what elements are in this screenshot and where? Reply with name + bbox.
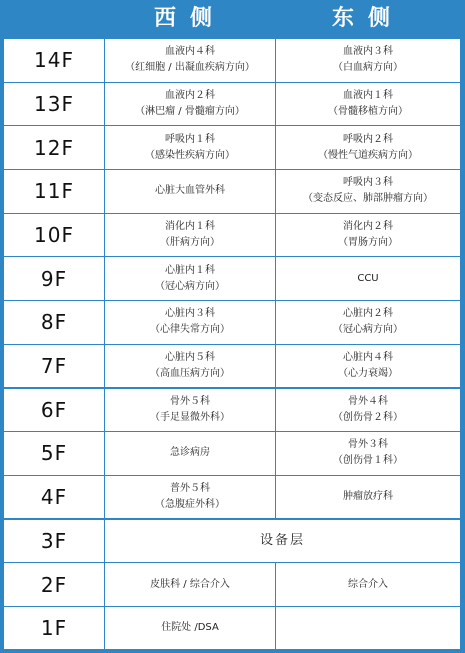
department-subtitle: （创伤骨１科） [333,455,403,467]
west-department [105,214,275,257]
department-name: 普外５科 [170,483,210,495]
floor-row [4,563,460,606]
west-department [105,83,275,126]
east-department [276,476,460,519]
floor-label: 5F [4,432,104,475]
west-department [105,345,275,388]
department-name: 呼吸内１科 [165,133,215,145]
department-subtitle: （感染性疾病方向） [145,149,235,161]
department-name: 血液内２科 [165,89,215,101]
east-department [276,607,460,650]
east-department [276,83,460,126]
department-name: 心脏内５科 [165,352,215,364]
department-name: 住院处 /DSA [161,622,219,634]
floor-label: 8F [4,301,104,344]
floor-row [4,607,460,650]
department-subtitle: （创伤骨２科） [333,411,403,423]
west-department [105,126,275,169]
east-department [276,432,460,475]
directory-header [0,0,465,37]
department-subtitle: （冠心病方向） [333,324,403,336]
department-name: 消化内２科 [343,221,393,232]
department-name: 血液内３科 [343,46,393,58]
west-department [105,170,275,213]
west-department [105,476,275,519]
floor-row [4,520,460,563]
department-subtitle: （骨髓移植方向） [328,105,408,117]
department-subtitle: （胃肠方向） [338,237,398,248]
east-department [276,563,460,606]
east-department [276,301,460,344]
east-department [276,345,460,388]
floor-label: 7F [4,345,104,388]
floor-row [4,389,460,432]
department-subtitle: （心律失常方向） [150,324,230,336]
department-subtitle: （急腹症外科） [155,499,225,511]
department-name: 血液内４科 [165,46,215,58]
department-name: 消化内１科 [165,221,215,232]
floor-grid [4,39,460,651]
floor-label: 9F [4,257,104,300]
floor-label: 13F [4,83,104,126]
department-name: 心脏内３科 [165,308,215,320]
east-department [276,170,460,213]
department-name: 骨外５科 [170,395,210,407]
department-subtitle: （红细胞 / 出凝血疾病方向） [125,62,255,74]
west-department [105,257,275,300]
west-department [105,301,275,344]
department-subtitle: （手足显微外科） [150,411,230,423]
west-side-header: 西侧 [153,6,226,31]
department-subtitle: （冠心病方向） [155,280,225,292]
west-department [105,607,275,650]
floor-row [4,345,460,388]
floor-row [4,39,460,82]
department-name: 骨外３科 [348,439,388,451]
floor-row [4,126,460,169]
floor-row [4,83,460,126]
department-subtitle: （变态反应、肺部肿瘤方向） [303,193,433,205]
floor-row [4,301,460,344]
east-department [276,389,460,432]
department-name: 骨外４科 [348,395,388,407]
floor-row [4,170,460,213]
department-subtitle: （白血病方向） [333,62,403,74]
department-name: 综合介入 [348,578,388,590]
department-name: CCU [357,272,379,284]
floor-row [4,432,460,475]
department-name: 肿瘤放疗科 [343,491,393,503]
floor-label: 14F [4,39,104,82]
floor-label: 4F [4,476,104,519]
floor-row [4,476,460,519]
department-name: 心脏内２科 [343,308,393,320]
department-name: 血液内１科 [343,89,393,101]
floor-label: 3F [4,520,104,563]
department-name: 心脏大血管外科 [155,185,225,197]
floor-label: 11F [4,170,104,213]
floor-label: 6F [4,389,104,432]
east-side-header: 东侧 [331,6,404,31]
department-subtitle: （慢性气道疾病方向） [318,149,418,161]
department-name: 心脏内４科 [343,352,393,364]
department-subtitle: （淋巴瘤 / 骨髓瘤方向） [135,105,245,117]
west-department [105,563,275,606]
floor-label: 2F [4,563,104,606]
department-subtitle: （肝病方向） [160,237,220,248]
department-subtitle: （心力衰竭） [338,368,398,380]
department-name: 急诊病房 [170,447,210,459]
department-name: 心脏内１科 [165,264,215,276]
floor-label: 10F [4,214,104,257]
department-name: 皮肤科 / 综合介入 [150,578,230,590]
west-department [105,389,275,432]
department-subtitle: （高血压病方向） [150,368,230,380]
east-department [276,214,460,257]
department-name: 呼吸内３科 [343,177,393,189]
floor-label: 1F [4,607,104,650]
full-width-department: 设备层 [105,520,460,563]
east-department [276,126,460,169]
floor-row [4,257,460,300]
department-name: 呼吸内２科 [343,133,393,145]
east-department [276,257,460,300]
west-department [105,39,275,82]
east-department [276,39,460,82]
west-department [105,432,275,475]
floor-label: 12F [4,126,104,169]
floor-row [4,214,460,257]
